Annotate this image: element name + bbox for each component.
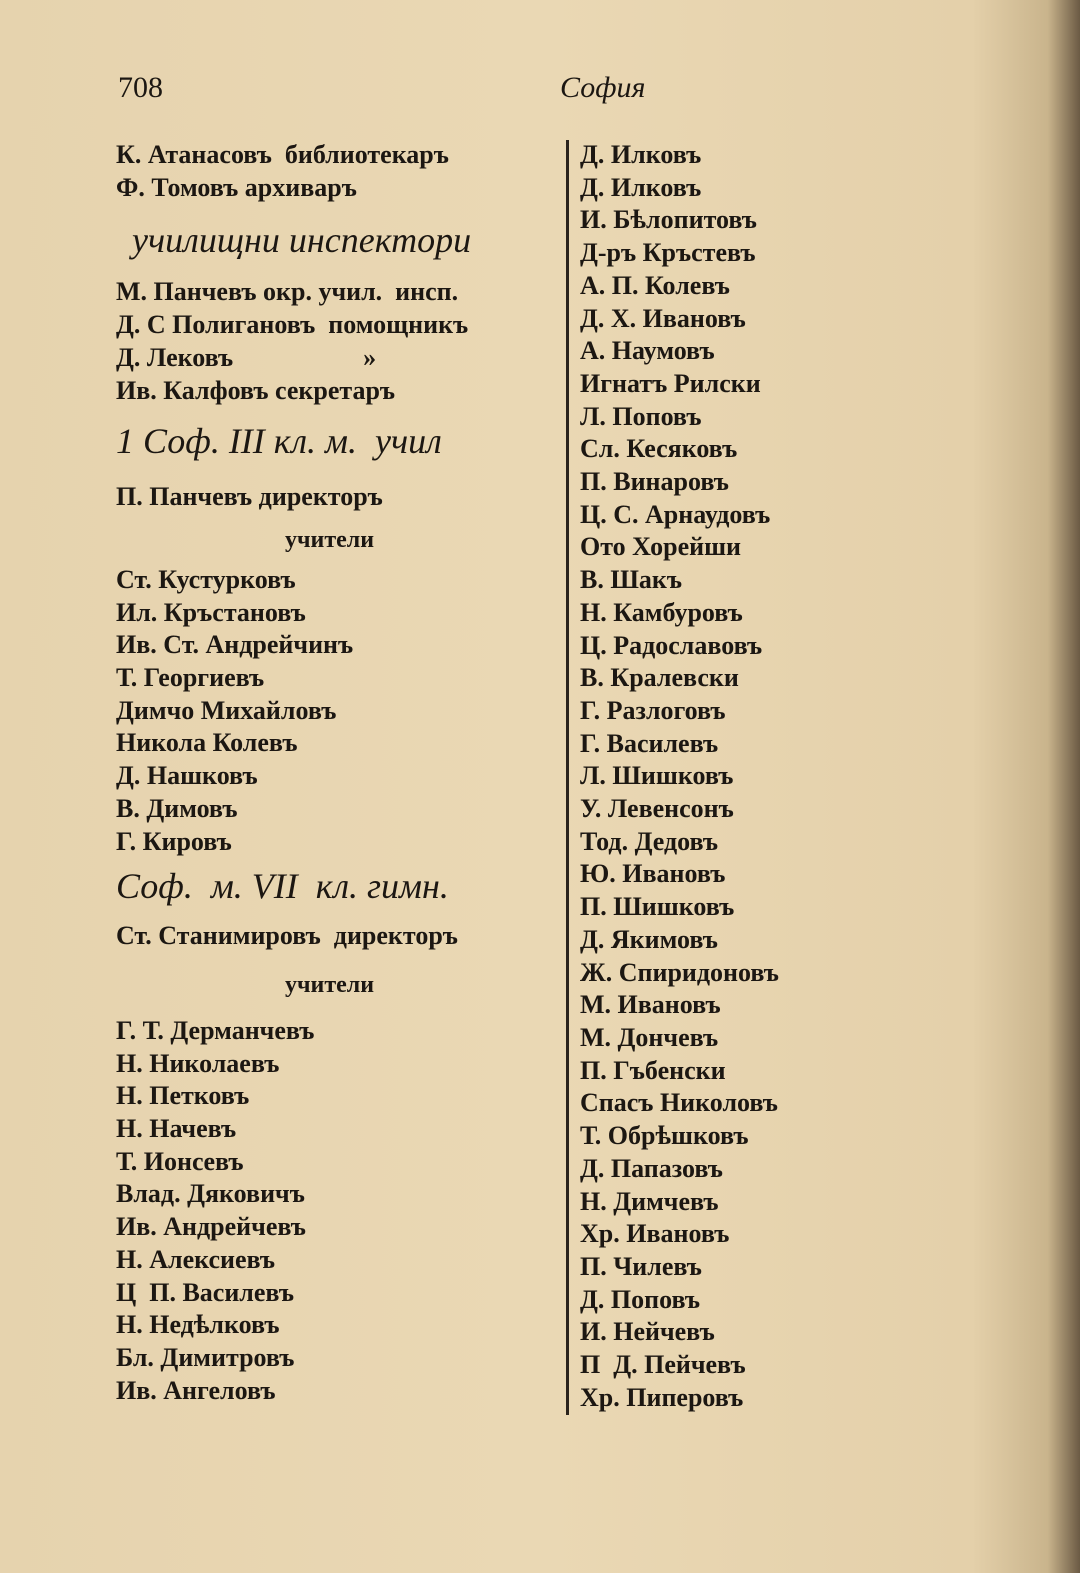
left-column bbox=[116, 139, 556, 1407]
list-item: М. Ивановъ bbox=[580, 990, 721, 1020]
list-item: И. Нейчевъ bbox=[580, 1317, 715, 1347]
list-item: Л. Шишковъ bbox=[580, 761, 734, 791]
gymnasium-heading: Соф. м. VII кл. гимн. bbox=[116, 866, 449, 907]
list-item: Д. Нашковъ bbox=[116, 761, 258, 791]
list-item: М. Панчевъ окр. учил. инсп. bbox=[116, 277, 459, 307]
list-item: Д. Илковъ bbox=[580, 172, 702, 202]
list-item: Н. Недѣлковъ bbox=[116, 1310, 280, 1340]
list-item: Г. Разлоговъ bbox=[580, 695, 726, 725]
list-item: Ю. Ивановъ bbox=[580, 859, 726, 889]
list-item: Бл. Димитровъ bbox=[116, 1342, 295, 1372]
list-item: Ж. Спиридоновъ bbox=[580, 957, 779, 987]
text-line: Ф. Томовъ архиваръ bbox=[116, 172, 357, 202]
list-item: Влад. Дяковичъ bbox=[116, 1179, 305, 1209]
list-item: П. Шишковъ bbox=[580, 892, 735, 922]
list-item: А. П. Колевъ bbox=[580, 270, 730, 300]
list-item: М. Дончевъ bbox=[580, 1022, 719, 1052]
list-item: П. Чилевъ bbox=[580, 1251, 702, 1281]
list-item: Ил. Кръстановъ bbox=[116, 597, 306, 627]
list-item: Т. Обрѣшковъ bbox=[580, 1121, 749, 1151]
list-item: Н. Петковъ bbox=[116, 1081, 250, 1111]
list-item: Игнатъ Рилски bbox=[580, 368, 761, 398]
list-item: Г. Василевъ bbox=[580, 728, 719, 758]
school1-director: П. Панчевъ директоръ bbox=[116, 482, 383, 512]
list-item: Н. Камбуровъ bbox=[580, 597, 743, 627]
list-item: В. Кралевски bbox=[580, 663, 739, 693]
list-item: Никола Колевъ bbox=[116, 728, 298, 758]
list-item: Хр. Ивановъ bbox=[580, 1219, 730, 1249]
list-item: Ото Хорейши bbox=[580, 532, 742, 562]
right-column-list bbox=[580, 139, 1050, 1414]
text-line: К. Атанасовъ библиотекаръ bbox=[116, 140, 449, 169]
list-item: В. Шакъ bbox=[580, 565, 683, 595]
list-item: Д. Х. Ивановъ bbox=[580, 303, 746, 333]
gymnasium-teachers-label: учители bbox=[285, 971, 375, 998]
list-item: У. Левенсонъ bbox=[580, 794, 734, 824]
school1-teachers-list bbox=[116, 564, 556, 858]
list-item: Т. Георгиевъ bbox=[116, 663, 265, 693]
list-item: Н. Димчевъ bbox=[580, 1186, 719, 1216]
list-item: Г. Кировъ bbox=[116, 826, 232, 856]
list-item: Д. Илковъ bbox=[580, 140, 702, 169]
school1-teachers-label: учители bbox=[285, 526, 375, 553]
list-item: Д. С Полигановъ помощникъ bbox=[116, 310, 469, 340]
list-item: Ив. Ангеловъ bbox=[116, 1375, 276, 1405]
list-item: Димчо Михайловъ bbox=[116, 695, 337, 725]
list-item: Н. Алексиевъ bbox=[116, 1244, 276, 1274]
list-item: П. Гъбенски bbox=[580, 1055, 726, 1085]
list-item: Ц. С. Арнаудовъ bbox=[580, 499, 771, 529]
column-divider bbox=[566, 140, 569, 1415]
list-item: Ив. Калфовъ секретаръ bbox=[116, 375, 396, 405]
list-item: Тод. Дедовъ bbox=[580, 826, 719, 856]
list-item: Ив. Андрейчевъ bbox=[116, 1212, 306, 1242]
list-item: Н. Начевъ bbox=[116, 1114, 237, 1144]
list-item: Г. Т. Дерманчевъ bbox=[116, 1015, 315, 1045]
list-item: Т. Ионcевъ bbox=[116, 1146, 244, 1176]
list-item: В. Димовъ bbox=[116, 793, 238, 823]
list-item: П Д. Пейчевъ bbox=[580, 1350, 746, 1380]
list-item: Ц П. Василевъ bbox=[116, 1277, 294, 1307]
list-item: Ц. Радославовъ bbox=[580, 630, 763, 660]
list-item: Ив. Ст. Андрейчинъ bbox=[116, 630, 354, 660]
list-item: Ст. Кустурковъ bbox=[116, 564, 296, 594]
list-item: П. Винаровъ bbox=[580, 467, 729, 497]
gymnasium-teachers-list bbox=[116, 1015, 556, 1407]
list-item: Д. Якимовъ bbox=[580, 924, 718, 954]
inspectors-list bbox=[116, 276, 556, 407]
list-item: Хр. Пиперовъ bbox=[580, 1382, 744, 1412]
list-item: Д. Папазовъ bbox=[580, 1153, 723, 1183]
list-item: Сл. Кесяковъ bbox=[580, 434, 738, 464]
inspectors-heading: училищни инспектори bbox=[132, 220, 472, 261]
list-item: Н. Николаевъ bbox=[116, 1048, 280, 1078]
list-item: И. Бѣлопитовъ bbox=[580, 205, 757, 235]
list-item: Д. Поповъ bbox=[580, 1284, 700, 1314]
list-item: Спасъ Николовъ bbox=[580, 1088, 778, 1118]
list-item: Д-ръ Кръстевъ bbox=[580, 238, 756, 268]
running-title: София bbox=[560, 71, 646, 104]
top-lines bbox=[116, 139, 556, 204]
list-item: Д. Лековъ » bbox=[116, 342, 377, 372]
list-item: А. Наумовъ bbox=[580, 336, 715, 366]
school1-heading: 1 Соф. III кл. м. учил bbox=[116, 421, 442, 462]
page-number: 708 bbox=[118, 71, 163, 104]
gymnasium-director: Ст. Станимировъ директоръ bbox=[116, 921, 458, 951]
list-item: Л. Поповъ bbox=[580, 401, 702, 431]
